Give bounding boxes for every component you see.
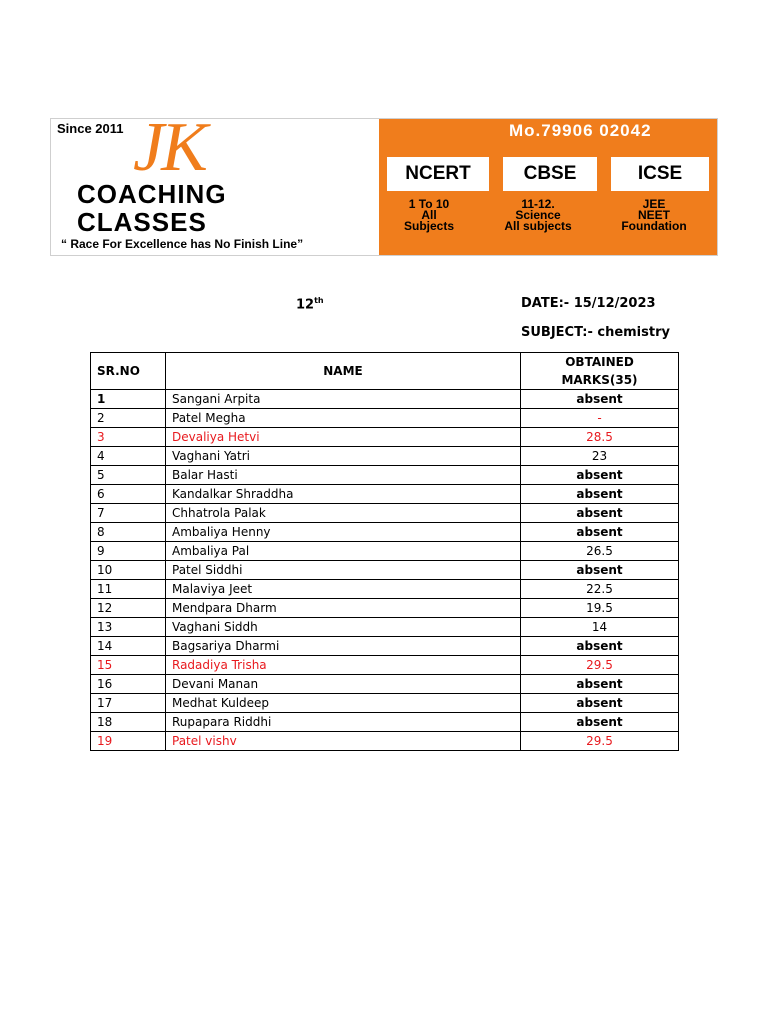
brand-name-line2: CLASSES — [77, 207, 207, 237]
sr-cell: 1 — [91, 390, 166, 409]
offering-line: Foundation — [621, 219, 687, 233]
column-header-name: NAME — [166, 353, 521, 390]
sr-cell: 12 — [91, 599, 166, 618]
name-cell: Ambaliya Henny — [166, 523, 521, 542]
name-cell: Devaliya Hetvi — [166, 428, 521, 447]
marks-cell: - — [521, 409, 679, 428]
offering-line: JEE — [642, 197, 666, 211]
table-row — [91, 656, 679, 675]
marks-table — [90, 352, 679, 751]
name-cell: Bagsariya Dharmi — [166, 637, 521, 656]
table-row — [91, 466, 679, 485]
name-cell: Medhat Kuldeep — [166, 694, 521, 713]
table-row — [91, 485, 679, 504]
marks-cell: 22.5 — [521, 580, 679, 599]
offering-line: 11-12. — [521, 197, 555, 211]
grade-label — [296, 296, 324, 312]
marks-cell: absent — [521, 390, 679, 409]
table-header-row — [91, 353, 679, 390]
table-row — [91, 580, 679, 599]
offering-jee-neet — [597, 199, 711, 232]
table-row — [91, 561, 679, 580]
name-cell: Ambaliya Pal — [166, 542, 521, 561]
column-header-marks: OBTAINED MARKS(35) — [521, 353, 679, 390]
sr-cell: 9 — [91, 542, 166, 561]
sr-cell: 14 — [91, 637, 166, 656]
name-cell: Chhatrola Palak — [166, 504, 521, 523]
marks-cell: absent — [521, 485, 679, 504]
grade-number: 12 — [296, 297, 315, 313]
sr-cell: 11 — [91, 580, 166, 599]
name-cell: Devani Manan — [166, 675, 521, 694]
exam-subject: SUBJECT:- chemistry — [521, 325, 670, 340]
table-body — [91, 390, 679, 751]
name-cell: Rupapara Riddhi — [166, 713, 521, 732]
sr-cell: 10 — [91, 561, 166, 580]
table-row — [91, 637, 679, 656]
table-row — [91, 523, 679, 542]
marks-cell: absent — [521, 523, 679, 542]
marks-cell: 26.5 — [521, 542, 679, 561]
table-row — [91, 732, 679, 751]
brand-name-line1: COACHING — [77, 179, 227, 209]
table-row — [91, 618, 679, 637]
sr-cell: 5 — [91, 466, 166, 485]
sr-cell: 16 — [91, 675, 166, 694]
marks-cell: absent — [521, 675, 679, 694]
board-icse: ICSE — [611, 157, 709, 191]
offering-line: All — [421, 208, 437, 222]
marks-cell: 28.5 — [521, 428, 679, 447]
grade-suffix: th — [314, 296, 324, 305]
table-row — [91, 428, 679, 447]
sr-cell: 13 — [91, 618, 166, 637]
marks-cell: absent — [521, 694, 679, 713]
name-cell: Patel Megha — [166, 409, 521, 428]
marks-cell: 29.5 — [521, 656, 679, 675]
sr-cell: 15 — [91, 656, 166, 675]
offering-line: NEET — [637, 208, 670, 222]
sr-cell: 8 — [91, 523, 166, 542]
marks-cell: 29.5 — [521, 732, 679, 751]
name-cell: Malaviya Jeet — [166, 580, 521, 599]
sr-cell: 17 — [91, 694, 166, 713]
offering-line: Subjects — [403, 219, 454, 233]
table-row — [91, 447, 679, 466]
sr-cell: 6 — [91, 485, 166, 504]
column-header-srno: SR.NO — [91, 353, 166, 390]
mobile-number: Mo.79906 02042 — [509, 121, 652, 140]
marks-cell: absent — [521, 561, 679, 580]
tagline: “ Race For Excellence has No Finish Line” — [61, 237, 304, 251]
offering-line: All subjects — [504, 219, 572, 233]
board-ncert: NCERT — [387, 157, 489, 191]
name-cell: Balar Hasti — [166, 466, 521, 485]
table-row — [91, 694, 679, 713]
sr-cell: 2 — [91, 409, 166, 428]
coaching-banner — [50, 109, 718, 256]
banner-brand-panel — [51, 109, 379, 255]
sr-cell: 19 — [91, 732, 166, 751]
marks-cell: absent — [521, 504, 679, 523]
table-row — [91, 675, 679, 694]
sr-cell: 4 — [91, 447, 166, 466]
name-cell: Mendpara Dharm — [166, 599, 521, 618]
since-label: Since 2011 — [57, 121, 124, 136]
sr-cell: 18 — [91, 713, 166, 732]
marks-cell: absent — [521, 466, 679, 485]
marks-cell: 23 — [521, 447, 679, 466]
sr-cell: 3 — [91, 428, 166, 447]
name-cell: Sangani Arpita — [166, 390, 521, 409]
offering-11-12 — [479, 199, 597, 232]
table-row — [91, 542, 679, 561]
marks-cell: 14 — [521, 618, 679, 637]
offering-line: Science — [515, 208, 561, 222]
jk-logo: JK — [133, 109, 205, 186]
name-cell: Vaghani Siddh — [166, 618, 521, 637]
name-cell: Vaghani Yatri — [166, 447, 521, 466]
table-row — [91, 599, 679, 618]
marks-cell: absent — [521, 637, 679, 656]
table-row — [91, 504, 679, 523]
name-cell: Patel Siddhi — [166, 561, 521, 580]
table-row — [91, 713, 679, 732]
table-row — [91, 390, 679, 409]
name-cell: Radadiya Trisha — [166, 656, 521, 675]
exam-date: DATE:- 15/12/2023 — [521, 296, 656, 311]
name-cell: Patel vishv — [166, 732, 521, 751]
board-cbse: CBSE — [503, 157, 597, 191]
marks-cell: absent — [521, 713, 679, 732]
offering-1-10 — [379, 199, 479, 232]
marks-cell: 19.5 — [521, 599, 679, 618]
name-cell: Kandalkar Shraddha — [166, 485, 521, 504]
sr-cell: 7 — [91, 504, 166, 523]
offering-line: 1 To 10 — [408, 197, 450, 211]
table-row — [91, 409, 679, 428]
banner-info-panel — [379, 119, 717, 255]
